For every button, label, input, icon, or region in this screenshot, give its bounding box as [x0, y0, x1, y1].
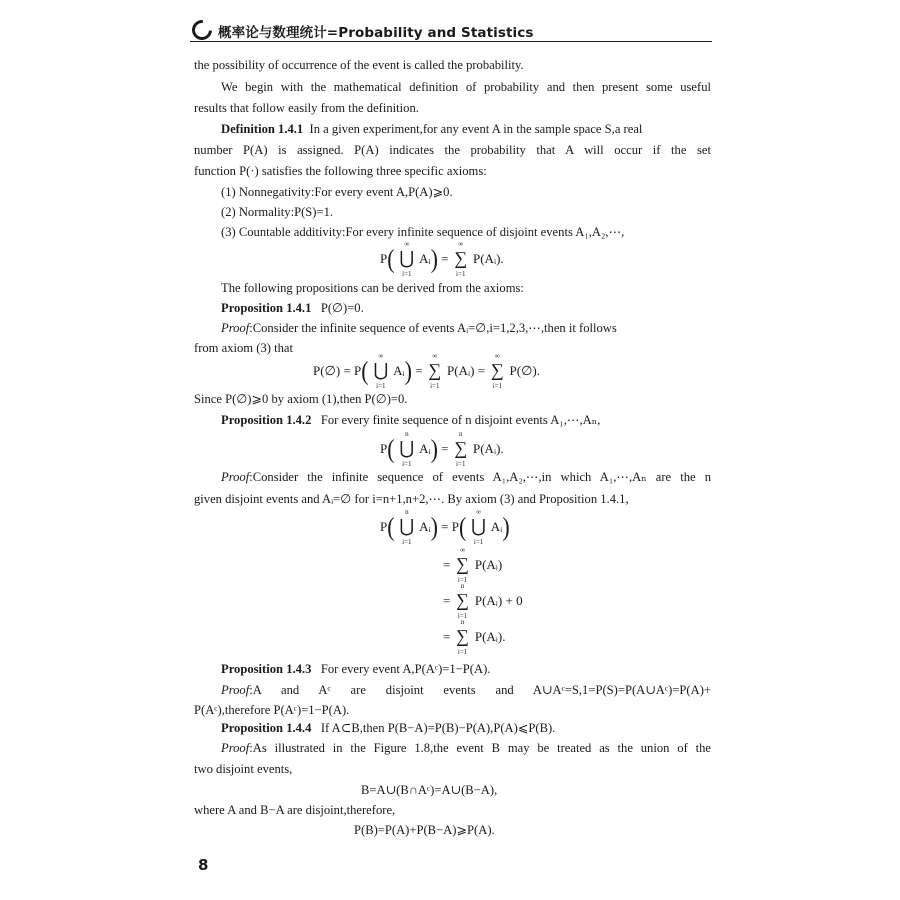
text-line: The following propositions can be derived from the axioms:	[221, 281, 524, 295]
derivation-row-1: P( n ⋃ i=1 Aᵢ) = P( ∞ ⋃ i=1 Aᵢ)	[380, 508, 510, 546]
formula-eq: =	[441, 251, 449, 266]
formula-rhs: P(Aᵢ) + 0	[474, 593, 523, 608]
header-title: 概率论与数理统计=Probability and Statistics	[218, 25, 534, 41]
proof-1-line	[221, 320, 617, 336]
union-operator: ∞ ⋃ i=1	[471, 508, 486, 546]
text-line: given disjoint events and Aᵢ=∅ for i=n+1,n+2,⋯. By axiom (3) and Proposition 1.4.1,	[194, 492, 629, 506]
sum-operator: ∞ ∑ i=1	[490, 352, 504, 390]
running-header	[190, 18, 712, 40]
formula-eq: =	[443, 593, 451, 608]
proposition-label: Proposition 1.4.2	[221, 413, 312, 427]
proof-4-line	[221, 740, 711, 756]
formula-lhs: P(∅) = P	[313, 363, 362, 378]
sum-operator: n ∑ i=1	[456, 582, 470, 620]
formula-eq: = P	[441, 519, 459, 534]
proposition-3	[221, 661, 490, 677]
text-line: two disjoint events,	[194, 762, 293, 776]
definition-line	[221, 121, 642, 137]
proof-3-line	[221, 682, 711, 698]
formula-finite-additivity: P( n ⋃ i=1 Aᵢ) = n ∑ i=1 P(Aᵢ).	[380, 430, 504, 468]
formula-union: B=A∪(B∩Aᶜ)=A∪(B−A),	[361, 783, 498, 797]
sum-operator: ∞ ∑ i=1	[456, 546, 470, 584]
derivation-row-4	[443, 618, 506, 656]
sum-operator: ∞ ∑ i=1	[428, 352, 442, 390]
formula-rhs: P(∅).	[509, 363, 540, 378]
proposition-label: Proposition 1.4.4	[221, 721, 312, 735]
text-line: number P(A) is assigned. P(A) indicates the probability that A will occur if the set	[194, 143, 711, 157]
proposition-label: Proposition 1.4.1	[221, 301, 312, 315]
formula-body: Aᵢ	[419, 519, 431, 534]
proposition-text: If A⊂B,then P(B−A)=P(B)−P(A),P(A)⩽P(B).	[320, 721, 556, 735]
formula-eq: =	[415, 363, 423, 378]
proposition-4	[221, 720, 555, 736]
proof-2-line	[221, 469, 711, 485]
formula-rhs: P(Aᵢ)	[474, 557, 503, 572]
formula-empty-set: P(∅) = P( ∞ ⋃ i=1 Aᵢ) = ∞ ∑ i=1 P(Aᵢ) = ∞ ∑ i=1 P(∅).	[313, 352, 540, 390]
union-operator: n ⋃ i=1	[399, 508, 415, 546]
definition-label: Definition 1.4.1	[221, 122, 304, 136]
proposition-text: P(∅)=0.	[320, 301, 364, 315]
proof-text: :Consider the infinite sequence of events A₁,A₂,⋯,in which A₁,⋯,Aₙ are the n	[249, 470, 711, 484]
sum-operator: n ∑ i=1	[454, 430, 468, 468]
proof-label: Proof	[221, 321, 250, 335]
formula-rhs: P(Aᵢ).	[473, 251, 504, 266]
proof-label: Proof	[221, 683, 250, 697]
union-operator: ∞ ⋃ i=1	[399, 240, 415, 278]
formula-rhs: P(Aᵢ).	[473, 441, 504, 456]
formula-countable-additivity: P( ∞ ⋃ i=1 Aᵢ) = ∞ ∑ i=1 P(Aᵢ).	[380, 240, 504, 278]
formula-final: P(B)=P(A)+P(B−A)⩾P(A).	[354, 823, 495, 837]
text-line: the possibility of occurrence of the event is called the probability.	[194, 58, 524, 72]
formula-body: Aᵢ	[419, 251, 431, 266]
text-line: from axiom (3) that	[194, 341, 293, 355]
text-line: Since P(∅)⩾0 by axiom (1),then P(∅)=0.	[194, 392, 408, 406]
formula-rhs: P(Aᵢ).	[474, 629, 506, 644]
proof-label: Proof	[221, 470, 250, 484]
header-rule	[190, 41, 712, 42]
formula-lhs: P	[380, 441, 388, 456]
proposition-1	[221, 300, 364, 316]
sum-operator: n ∑ i=1	[456, 618, 470, 656]
text-line: function P(·) satisfies the following three specific axioms:	[194, 164, 487, 178]
formula-body: Aᵢ	[419, 441, 431, 456]
proof-text: :Consider the infinite sequence of events Aᵢ=∅,i=1,2,3,⋯,then it follows	[249, 321, 617, 335]
axiom-1: (1) Nonnegativity:For every event A,P(A)⩾0.	[221, 185, 453, 199]
text-line: where A and B−A are disjoint,therefore,	[194, 803, 396, 817]
formula-lhs: P	[380, 251, 388, 266]
formula-lhs: P	[380, 519, 388, 534]
formula-eq: =	[443, 557, 451, 572]
proof-label: Proof	[221, 741, 250, 755]
formula-mid: P(Aᵢ) =	[447, 363, 486, 378]
formula-body: Aᵢ	[490, 519, 503, 534]
proof-text: :A and Aᶜ are disjoint events and A∪Aᶜ=S,1=P(S)=P(A∪Aᶜ)=P(A)+	[249, 683, 711, 697]
proof-text: :As illustrated in the Figure 1.8,the event B may be treated as the union of the	[249, 741, 711, 755]
axiom-3: (3) Countable additivity:For every infinite sequence of disjoint events A₁,A₂,⋯,	[221, 225, 625, 239]
derivation-row-2	[443, 546, 503, 584]
page-number: 8	[198, 856, 209, 874]
sum-operator: ∞ ∑ i=1	[454, 240, 468, 278]
text-line: We begin with the mathematical definition of probability and then present some useful	[221, 80, 711, 94]
chapter-mark-icon	[188, 16, 216, 44]
proposition-text: For every finite sequence of n disjoint events A₁,⋯,Aₙ,	[320, 413, 601, 427]
proposition-text: For every event A,P(Aᶜ)=1−P(A).	[320, 662, 491, 676]
proposition-label: Proposition 1.4.3	[221, 662, 312, 676]
formula-eq: =	[443, 629, 451, 644]
formula-body: Aᵢ	[393, 363, 405, 378]
text-line: results that follow easily from the definition.	[194, 101, 419, 115]
derivation-row-3	[443, 582, 523, 620]
axiom-2: (2) Normality:P(S)=1.	[221, 205, 334, 219]
proposition-2	[221, 412, 600, 428]
definition-text: In a given experiment,for any event A in the sample space S,a real	[309, 122, 643, 136]
text-line: P(Aᶜ),therefore P(Aᶜ)=1−P(A).	[194, 703, 350, 717]
union-operator: ∞ ⋃ i=1	[373, 352, 389, 390]
formula-eq: =	[441, 441, 449, 456]
union-operator: n ⋃ i=1	[399, 430, 415, 468]
